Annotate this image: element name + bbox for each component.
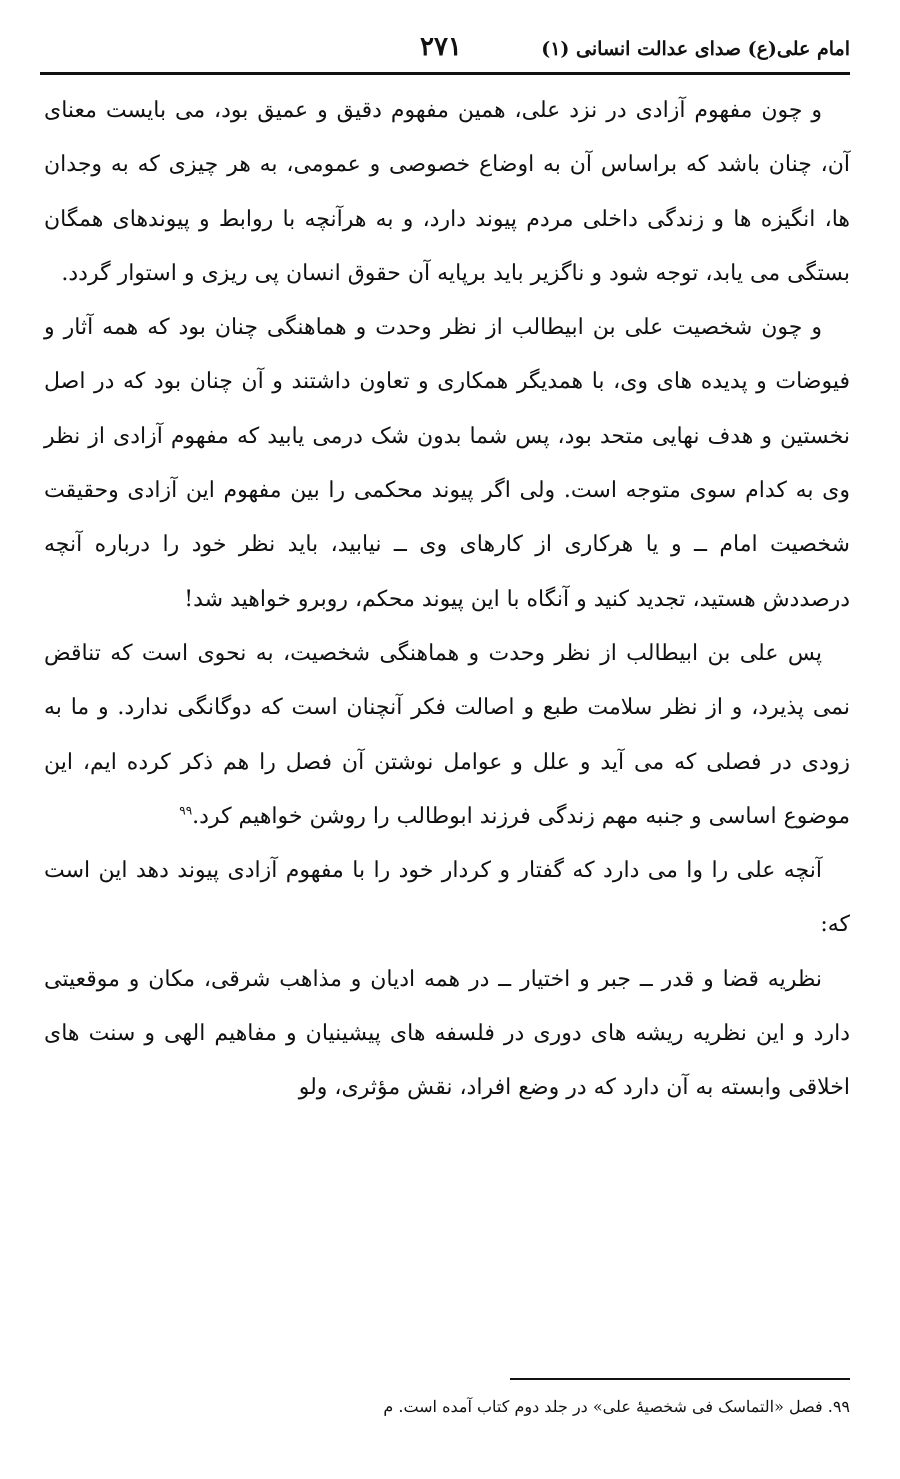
footnote-text: ۹۹. فصل «التماسک فی شخصیهٔ علی» در جلد دوم کتاب آمده است. م [383,1397,850,1416]
footnote-reference[interactable]: ۹۹ [179,803,193,818]
main-text [44,84,850,1116]
paragraph-3-text: پس علی بن ابیطالب از نظر وحدت و هماهنگی شخصیت، به نحوی است که تناقض نمی پذیرد، و از نظر سلامت طبع و اصالت فکر آنچنان است که دوگانگی ندارد. و ما به زودی در فصلی که می آید و علل و عوامل نوشتن آن فصل را هم ذکر کرده ایم، این موضوع اساسی و جنبه مهم زندگی فرزند ابوطالب را روشن خواهیم کرد. [44,640,850,829]
running-title: امام علی(ع) صدای عدالت انسانی (۱) [541,38,850,60]
paragraph-2: و چون شخصیت علی بن ابیطالب از نظر وحدت و هماهنگی چنان بود که همه آثار و فیوضات و پدیده های وی، با همدیگر همکاری و تعاون داشتند و آن چنان بود که در اصل نخستین و هدف نهایی متحد بود، پس شما بدون شک درمی یابید که مفهوم آزادی از نظر وی به کدام سوی متوجه است. ولی اگر پیوند محکمی را بین مفهوم این آزادی وحقیقت شخصیت امام ــ و یا هرکاری از کارهای وی ــ نیابید، باید نظر خود را درباره آنچه درصددش هستید، تجدید کنید و آنگاه با این پیوند محکم، روبرو خواهید شد! [44,315,850,612]
page-header [40,30,850,74]
paragraph-1: و چون مفهوم آزادی در نزد علی، همین مفهوم دقیق و عمیق بود، می بایست معنای آن، چنان باشد که براساس آن به اوضاع خصوصی و عمومی، به هر چیزی که به وجدان ها، انگیزه ها و زندگی داخلی مردم پیوند دارد، و به هرآنچه با روابط و پیوندهای همگان بستگی می یابد، توجه شود و ناگزیر باید برپایه آن حقوق انسان پی ریزی و استوار گردد. [44,98,850,286]
header-divider [40,72,850,75]
paragraph-5: نظریه قضا و قدر ــ جبر و اختیار ــ در همه ادیان و مذاهب شرقی، مکان و موقعیتی دارد و این نظریه ریشه های دوری در فلسفه های پیشینیان و مفاهیم الهی و سنت های اخلاقی وابسته به آن دارد که در وضع افراد، نقش مؤثری، ولو [44,966,850,1101]
footnote-divider [510,1378,850,1380]
paragraph-3 [44,627,850,844]
paragraph-4: آنچه علی را وا می دارد که گفتار و کردار خود را با مفهوم آزادی پیوند دهد این است که: [44,858,850,938]
page-number: ۲۷۱ [420,32,462,62]
